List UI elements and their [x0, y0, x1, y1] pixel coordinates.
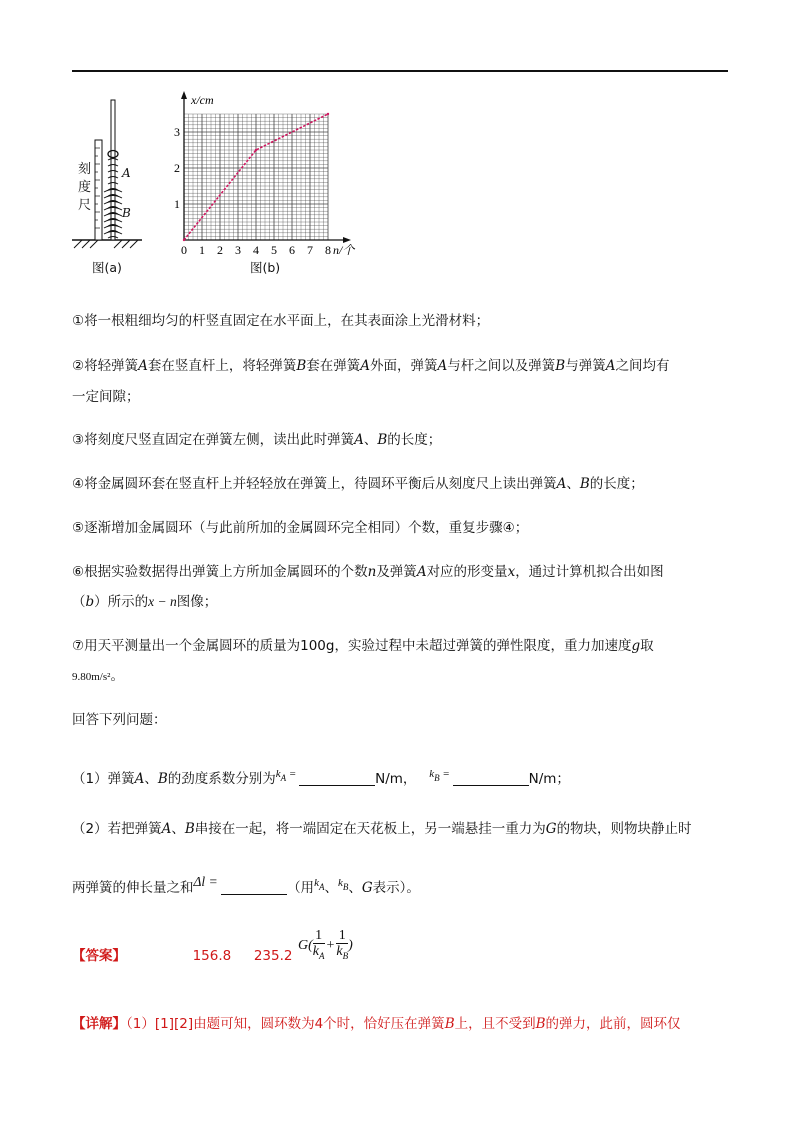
y-tick-label: 1: [174, 197, 180, 211]
ruler: [95, 140, 102, 240]
detail-label: 【详解】: [72, 1016, 126, 1032]
x-axis-label: n/个: [333, 243, 355, 257]
graph-b: [174, 91, 355, 257]
question-2-line-1: （2）若把弹簧A、B串接在一起，将一端固定在天花板上，另一端悬挂一重力为G的物块，则物块静止时: [72, 821, 692, 837]
step-3: ③将刻度尺竖直固定在弹簧左侧，读出此时弹簧A、B的长度；: [72, 432, 442, 448]
answer-label: 【答案】: [72, 948, 126, 964]
question-1: （1）弹簧A、B的劲度系数分别为$^{k_A =}$ N/m， $^{k_B =}$ N/m；: [72, 768, 570, 787]
detail-line: 【详解】（1）[1][2]由题可知，圆环数为4个时，恰好压在弹簧B上，且不受到B的弹力，此前，圆环仅: [72, 1016, 681, 1032]
header-rule: [72, 70, 728, 72]
step-4: ④将金属圆环套在竖直杆上并轻轻放在弹簧上，待圆环平衡后从刻度尺上读出弹簧A、B的长度；: [72, 476, 644, 492]
x-tick-label: 6: [289, 243, 295, 257]
answer-line: [72, 946, 728, 966]
answer-blank-dl[interactable]: [221, 880, 287, 895]
x-tick-label: 2: [217, 243, 223, 257]
y-tick-label: 2: [174, 161, 180, 175]
step-2-line-2: 一定间隙；: [72, 389, 140, 405]
step-5: ⑤逐渐增加金属圆环（与此前所加的金属圆环完全相同）个数，重复步骤④；: [72, 520, 529, 536]
x-tick-label: 1: [199, 243, 205, 257]
figure-svg: [70, 88, 370, 278]
caption-b: 图(b): [250, 260, 281, 275]
answer-blank-ka[interactable]: [299, 771, 375, 786]
step-7-line-2: 9.80m/s²。: [72, 668, 124, 684]
step-1: ①将一根粗细均匀的杆竖直固定在水平面上，在其表面涂上光滑材料；: [72, 313, 490, 329]
step-2-line-1: ②将轻弹簧A套在竖直杆上，将轻弹簧B套在弹簧A外面，弹簧A与杆之间以及弹簧B与弹簧A之间均有: [72, 358, 670, 374]
x-tick-label: 8: [325, 243, 331, 257]
ruler-label: 刻 度 尺: [78, 162, 92, 213]
answer-value-2: 235.2: [253, 948, 293, 964]
experiment-figure: [70, 88, 370, 278]
answer-blank-kb[interactable]: [453, 771, 529, 786]
spring-b-label: B: [122, 206, 131, 220]
ground-a: [72, 240, 142, 248]
data-point: [327, 113, 329, 115]
y-axis-arrow: [181, 91, 187, 99]
y-axis-label: x/cm: [191, 93, 214, 107]
x-tick-label: 3: [235, 243, 241, 257]
x-tick-label: 4: [253, 243, 259, 257]
y-tick-label: 3: [174, 125, 180, 139]
x-tick-label: 7: [307, 243, 313, 257]
step-6-line-2: （b）所示的x − n图像；: [72, 594, 218, 610]
spring-a-label: A: [122, 166, 131, 180]
questions-intro: 回答下列问题：: [72, 712, 167, 728]
data-point: [255, 149, 257, 151]
x-tick-label: 0: [181, 243, 187, 257]
data-point: [183, 239, 185, 241]
caption-a: 图(a): [92, 260, 122, 275]
answer-value-1: 156.8: [192, 948, 232, 964]
question-2-line-2: 两弹簧的伸长量之和Δl = （用$^{k_A}$、$^{k_B}$、G表示）。: [72, 874, 420, 896]
answer-expression: G( $\frac{1}{k_A}$ + $\frac{1}{k_B}$ ): [298, 928, 353, 961]
step-6-line-1: ⑥根据实验数据得出弹簧上方所加金属圆环的个数n及弹簧A对应的形变量x，通过计算机拟合出如图: [72, 564, 664, 580]
step-7-line-1: ⑦用天平测量出一个金属圆环的质量为100g，实验过程中未超过弹簧的弹性限度，重力加速度g取: [72, 638, 654, 654]
x-tick-label: 5: [271, 243, 277, 257]
